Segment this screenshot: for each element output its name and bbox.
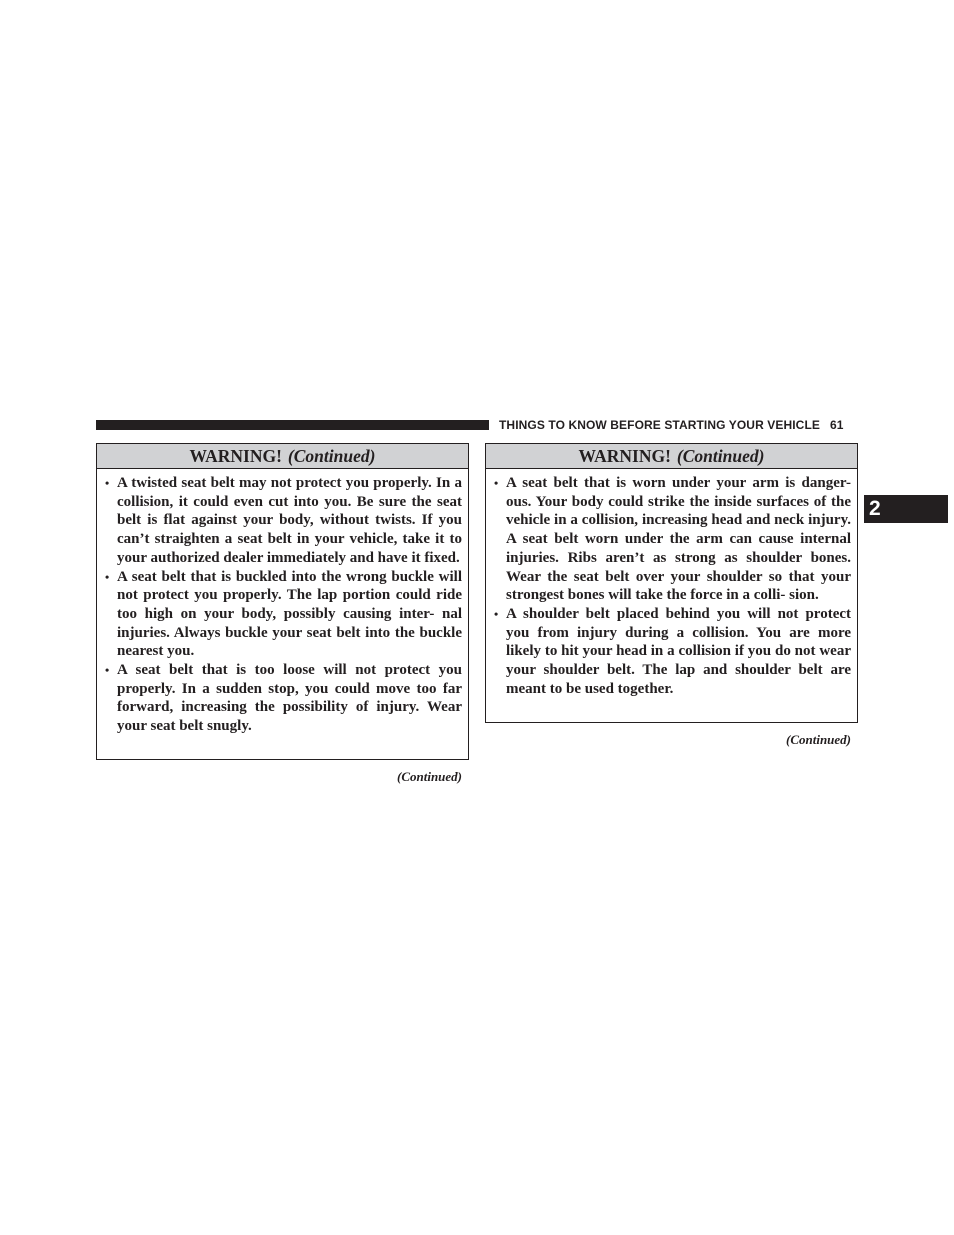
chapter-tab: 2 [864, 495, 948, 523]
warning-box-left [96, 443, 469, 760]
section-title: THINGS TO KNOW BEFORE STARTING YOUR VEHICLE [499, 418, 820, 432]
warning-list-left [97, 469, 468, 736]
warning-item: • A seat belt that is worn under your arm is danger- ous. Your body could strike the inside surfaces of the vehicle in a collision, increasing head and neck injury. A seat belt worn under the arm can cause internal injuries. Ribs aren’t as strong as shoulder bones. Wear the seat belt over your shoulder so that your strongest bones will take the force in a colli- sion. [494, 475, 851, 604]
warning-label: WARNING! [189, 446, 282, 466]
warning-item: • A seat belt that is buckled into the wrong buckle will not protect you properly. The lap portion could ride too high on your body, possibly causing inter- nal injuries. Always buckle your seat belt into the buckle nearest you. [105, 568, 463, 660]
warning-box-right [485, 443, 858, 723]
header-rule-bar [96, 420, 489, 430]
warning-continued-label: (Continued) [287, 446, 376, 466]
page-number: 61 [829, 418, 844, 432]
warning-item: • A shoulder belt placed behind you will not protect you from injury during a collision. You are more likely to hit your head in a collision if you do not wear your shoulder belt. The lap and shoulder belt are meant to be used together. [494, 605, 851, 697]
bullet-icon: • [105, 476, 110, 490]
bullet-icon: • [494, 476, 499, 490]
warning-item: • A twisted seat belt may not protect you properly. In a collision, it could even cut into you. Be sure the seat belt is flat against your body, without twists. If you can’t straighten a seat belt in your vehicle, take it to your authorized dealer immediately and have it fixed. [105, 475, 462, 566]
continued-note-left: (Continued) [396, 769, 462, 784]
warning-title-left [97, 444, 468, 469]
warning-continued-label: (Continued) [676, 446, 765, 466]
continued-note-right: (Continued) [785, 732, 851, 747]
warning-label: WARNING! [578, 446, 671, 466]
warning-list-right [486, 469, 857, 698]
bullet-icon: • [494, 606, 499, 621]
warning-title-right [486, 444, 857, 469]
bullet-icon: • [105, 663, 110, 678]
running-header [499, 417, 859, 433]
warning-item: • A seat belt that is too loose will not protect you properly. In a sudden stop, you could move too far forward, increasing the possibility of injury. Wear your seat belt snugly. [105, 662, 462, 735]
bullet-icon: • [105, 569, 110, 584]
